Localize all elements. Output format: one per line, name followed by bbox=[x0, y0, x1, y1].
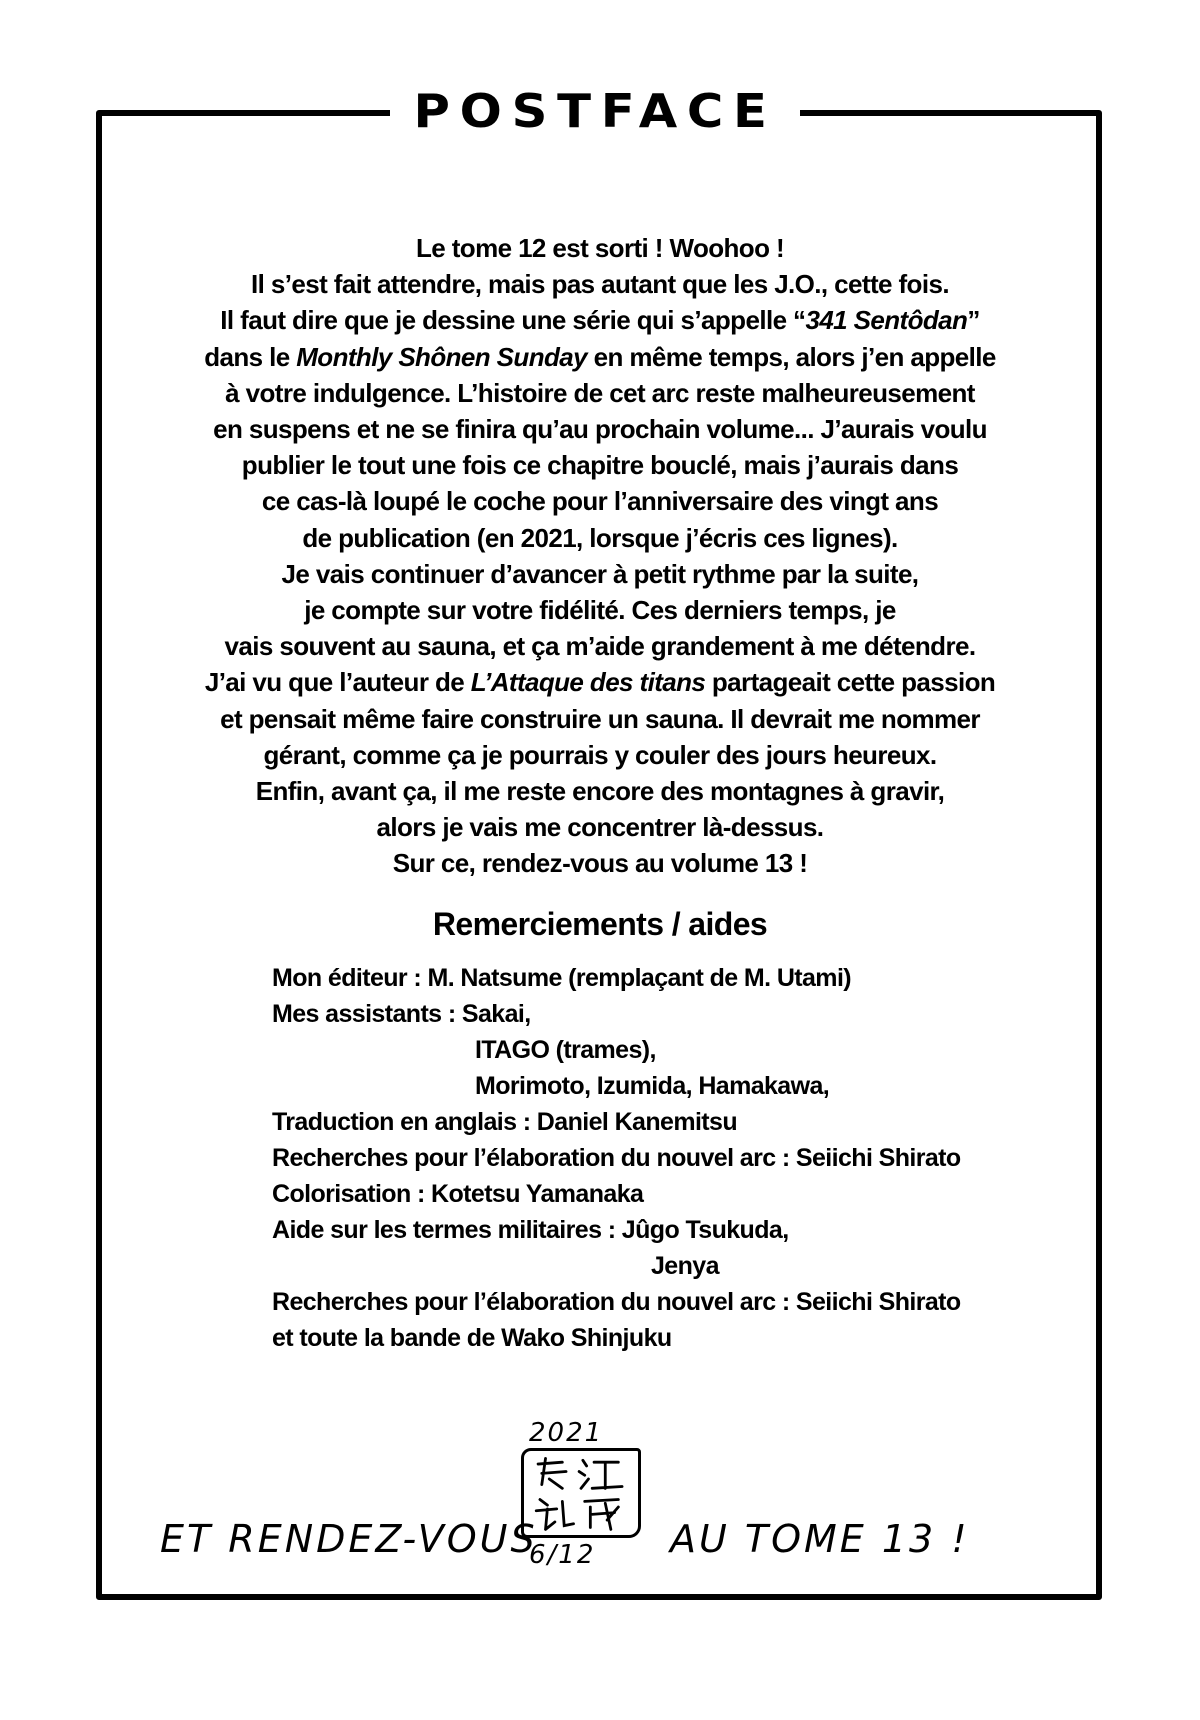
title-banner bbox=[390, 78, 800, 144]
credit-line: Mon éditeur : M. Natsume (remplaçant de M. Utami) bbox=[272, 964, 852, 992]
postface-line: Le tome 12 est sorti ! Woohoo ! bbox=[415, 233, 785, 263]
credit-line: Aide sur les termes militaires : Jûgo Tsukuda, bbox=[272, 1216, 789, 1244]
postface-line: Enfin, avant ça, il me reste encore des montagnes à gravir, bbox=[255, 776, 945, 807]
credit-line: Traduction en anglais : Daniel Kanemitsu bbox=[272, 1108, 737, 1136]
credit-line: Colorisation : Kotetsu Yamanaka bbox=[272, 1180, 644, 1208]
credit-line: Morimoto, Izumida, Hamakawa, bbox=[475, 1072, 830, 1100]
postface-line: dans le Monthly Shônen Sunday en même temps, alors j’en appelle bbox=[204, 341, 996, 372]
postface-line: en suspens et ne se finira qu’au prochain volume... J’aurais voulu bbox=[213, 414, 987, 445]
postface-line: de publication (en 2021, lorsque j’écris ces lignes). bbox=[302, 522, 898, 553]
postface-text bbox=[140, 230, 1060, 882]
author-signature-stamp bbox=[515, 1418, 655, 1568]
credit-line: Recherches pour l’élaboration du nouvel arc : Seiichi Shirato bbox=[272, 1144, 961, 1172]
postface-line: publier le tout une fois ce chapitre bouclé, mais j’aurais dans bbox=[241, 450, 959, 481]
postface-line: Il s’est fait attendre, mais pas autant que les J.O., cette fois. bbox=[251, 269, 949, 300]
postface-line: Il faut dire que je dessine une série qui s’appelle “341 Sentôdan” bbox=[220, 305, 980, 336]
credit-line: et toute la bande de Wako Shinjuku bbox=[272, 1324, 672, 1352]
postface-line: vais souvent au sauna, et ça m’aide grandement à me détendre. bbox=[224, 631, 976, 662]
thanks-heading: Remerciements / aides bbox=[432, 906, 768, 942]
handwritten-signature-icon bbox=[524, 1451, 638, 1535]
hanko-seal-icon bbox=[521, 1448, 641, 1538]
credit-line: Jenya bbox=[651, 1252, 719, 1280]
postface-line: J’ai vu que l’auteur de L’Attaque des titans partageait cette passion bbox=[204, 667, 996, 698]
handwritten-right: AU TOME 13 ! bbox=[670, 1517, 970, 1561]
credit-line: Recherches pour l’élaboration du nouvel arc : Seiichi Shirato bbox=[272, 1288, 961, 1316]
postface-line: ce cas-là loupé le coche pour l’anniversaire des vingt ans bbox=[261, 486, 939, 517]
stamp-date: 6/12 bbox=[529, 1540, 596, 1570]
handwritten-left: ET RENDEZ-VOUS bbox=[160, 1517, 538, 1561]
credits-list bbox=[272, 960, 1092, 1356]
postface-line: à votre indulgence. L’histoire de cet arc reste malheureusement bbox=[225, 377, 975, 408]
stamp-year: 2021 bbox=[529, 1418, 604, 1448]
postface-line: alors je vais me concentrer là-dessus. bbox=[376, 812, 824, 843]
postface-line: Sur ce, rendez-vous au volume 13 ! bbox=[392, 848, 808, 879]
postface-line: je compte sur votre fidélité. Ces derniers temps, je bbox=[304, 595, 896, 626]
postface-line: gérant, comme ça je pourrais y couler des jours heureux. bbox=[263, 739, 937, 770]
page-title: POSTFACE bbox=[413, 84, 777, 138]
postface-line: et pensait même faire construire un sauna. Il devrait me nommer bbox=[220, 703, 980, 734]
postface-line: Je vais continuer d’avancer à petit rythme par la suite, bbox=[281, 558, 919, 589]
credit-line: Mes assistants : Sakai, bbox=[272, 1000, 531, 1028]
credit-line: ITAGO (trames), bbox=[475, 1036, 656, 1064]
